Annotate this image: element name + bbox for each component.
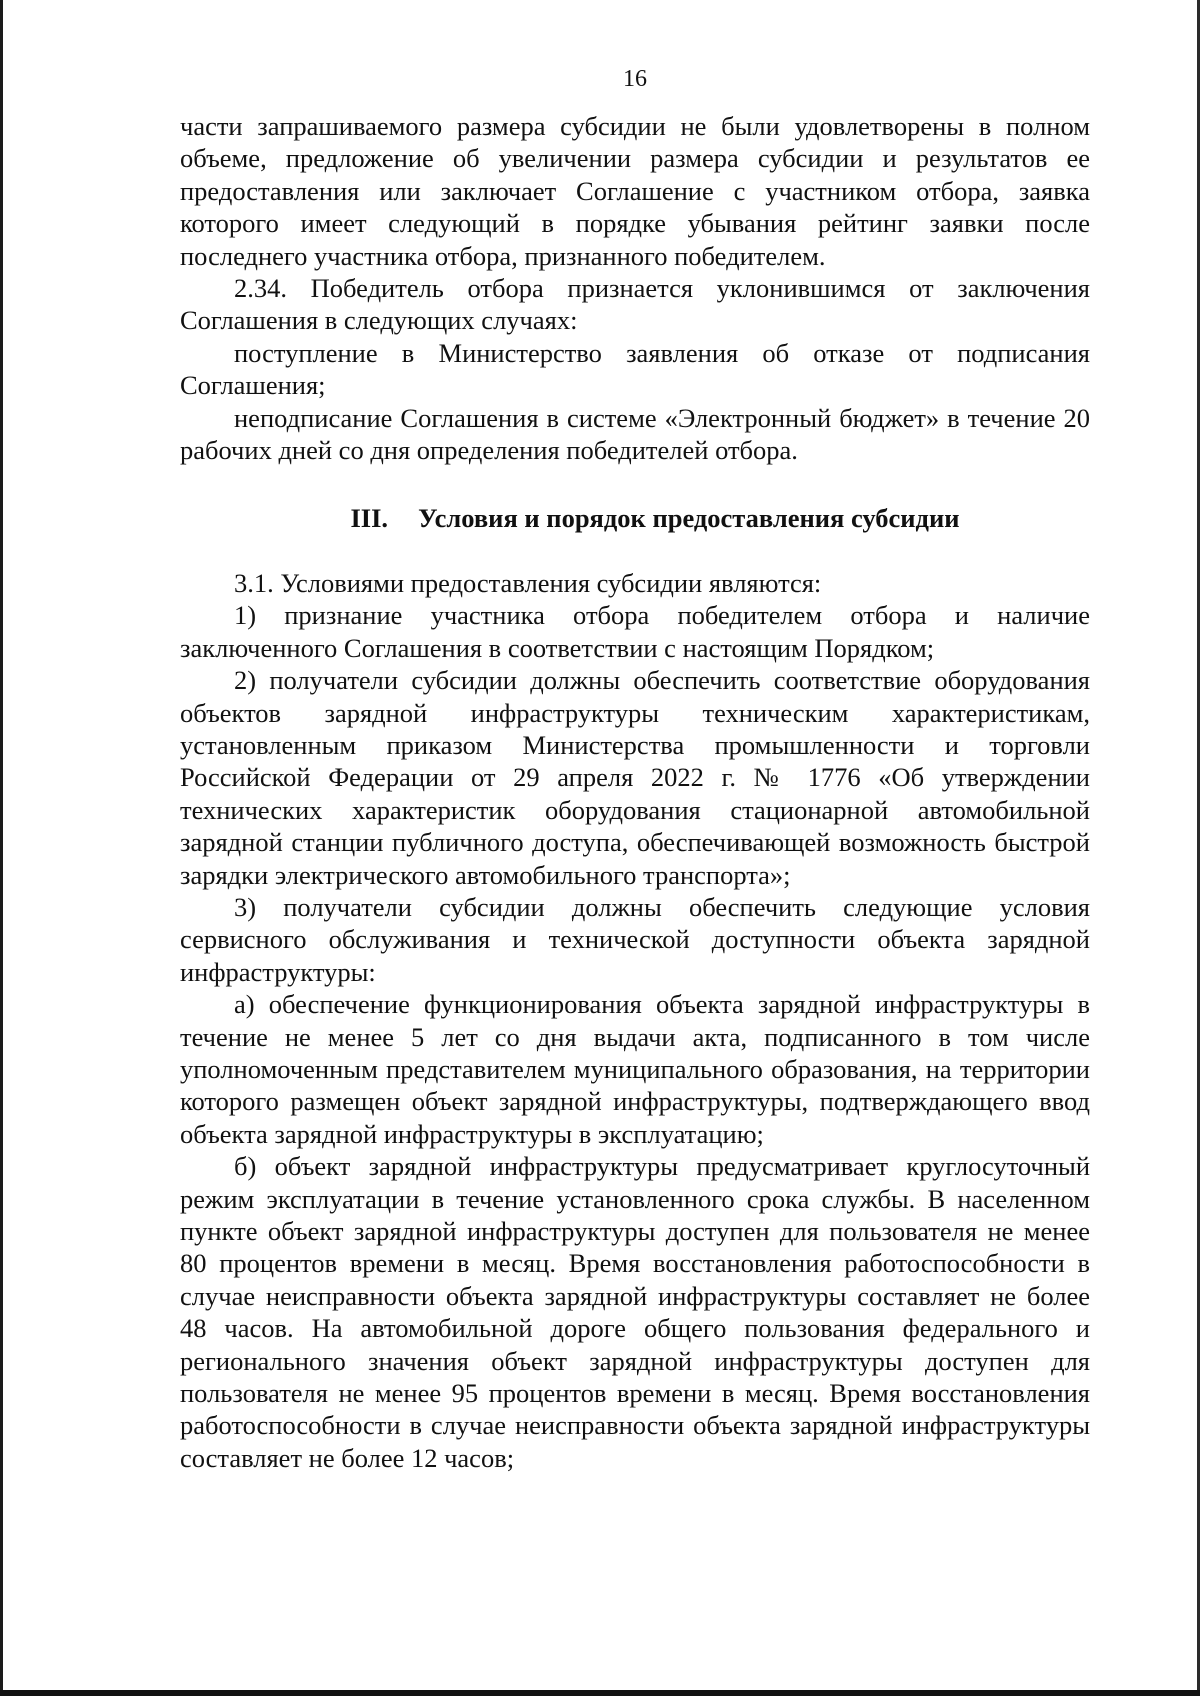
list-item-1: 1) признание участника отбора победителем отбора и наличие заключенного Соглашения в соответствии с настоящим Порядком; [180,600,1090,663]
paragraph-non-signing: неподписание Соглашения в системе «Электронный бюджет» в течение 20 рабочих дней со дня определения победителей отбора. [180,402,1090,466]
document-body [180,110,1090,1474]
scan-border-bottom [0,1690,1200,1696]
page-number: 16 [623,66,647,92]
list-item-3b: б) объект зарядной инфраструктуры предусматривает круглосуточный режим эксплуатации в течение установленного срока службы. В населенном пункте объект зарядной инфраструктуры доступен для пользователя не менее 80 процентов времени в месяц. Время восстановления работоспособности в случае неисправности объекта зарядной инфраструктуры составляет не более 48 часов. На автомобильной дороге общего пользования федерального и регионального значения объект зарядной инфраструктуры доступен для пользователя не менее 95 процентов времени в месяц. Время восстановления работоспособности в случае неисправности объекта зарядной инфраструктуры составляет не более 12 часов; [180,1151,1090,1473]
paragraph-refusal-statement: поступление в Министерство заявления об отказе от подписания Соглашения; [180,337,1090,401]
paragraph-continuation: части запрашиваемого размера субсидии не были удовлетворены в полном объеме, предложение об увеличении размера субсидии и результатов ее предоставления или заключает Соглашение с участником отбора, заявка которого имеет следующий в порядке убывания рейтинг заявки после последнего участника отбора, признанного победителем. [180,111,1090,271]
list-item-2: 2) получатели субсидии должны обеспечить соответствие оборудования объектов зарядной инфраструктуры техническим характеристикам, установленным приказом Министерства промышленности и торговли Российской Федерации от 29 апреля 2022 г. № 1776 «Об утверждении технических характеристик оборудования стационарной автомобильной зарядной станции публичного доступа, обеспечивающей возможность быстрой зарядки электрического автомобильного транспорта»; [180,665,1090,890]
section-title: Условия и порядок предоставления субсидии [418,503,960,534]
list-item-3a: а) обеспечение функционирования объекта зарядной инфраструктуры в течение не менее 5 лет со дня выдачи акта, подписанного в том числе уполномоченным представителем муниципального образования, на территории которого размещен объект зарядной инфраструктуры, подтверждающего ввод объекта зарядной инфраструктуры в эксплуатацию; [180,989,1090,1149]
section-heading [180,502,1090,534]
section-number: III. [350,503,389,534]
list-item-3: 3) получатели субсидии должны обеспечить следующие условия сервисного обслуживания и технической доступности объекта зарядной инфраструктуры: [180,891,1090,987]
paragraph-3-1: 3.1. Условиями предоставления субсидии являются: [234,567,822,598]
paragraph-2-34: 2.34. Победитель отбора признается уклонившимся от заключения Соглашения в следующих случаях: [180,273,1090,336]
scan-border-left [0,0,3,1696]
